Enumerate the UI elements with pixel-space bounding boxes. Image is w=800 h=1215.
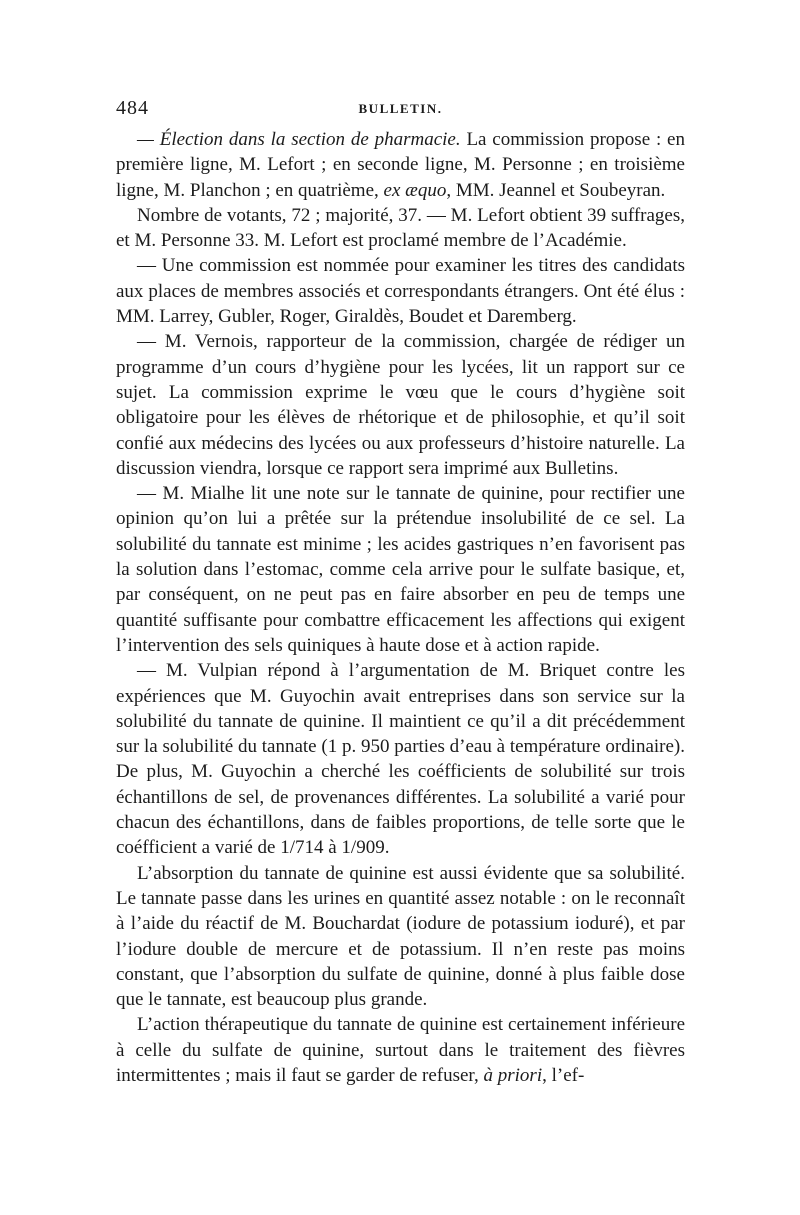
paragraph-vernois: — M. Vernois, rapporteur de la commission, chargée de rédiger un programme d’un cours d’hygiène pour les lycées, lit un rapport sur ce sujet. La commission exprime le vœu que le cours d’hygiène soit obligatoire pour les élèves de rhétorique et de philosophie, et qu’il soit confié aux médecins des lycées ou aux professeurs d’histoire naturelle. La discussion viendra, lorsque ce rapport sera imprimé aux Bulletins. — [116, 331, 685, 479]
paragraph-vulpian: — M. Vulpian répond à l’argumentation de M. Briquet contre les expériences que M. Guyochin avait entreprises dans son service sur la solubilité du tannate de quinine. Il maintient ce qu’il a dit précédemment sur la solubilité du tannate (1 p. 950 parties d’eau à température ordinaire). De plus, M. Guyochin a cherché les coéfficients de solubilité sur trois échantillons de sel, de provenances différentes. La solubilité a varié pour chacun des échantillons, dans de faibles proportions, de telle sorte que le coéfficient a varié de 1/714 à 1/909. — [116, 660, 685, 859]
paragraph-commission: — Une commission est nommée pour examiner les titres des candidats aux places de membres associés et correspondants étrangers. Ont été élus : MM. Larrey, Gubler, Roger, Giraldès, Boudet et Daremberg. — [116, 255, 685, 328]
paragraph-therapeutic-action — [116, 1012, 685, 1088]
paragraph-mialhe: — M. Mialhe lit une note sur le tannate de quinine, pour rectifier une opinion qu’on lui a prêtée sur la prétendue insolubilité de ce sel. La solubilité du tannate est minime ; les acides gastriques n’en favorisent pas la solution dans l’estomac, comme cela arrive pour le sulfate basique, et, par conséquent, on ne peut pas en faire absorber en peu de temps une quantité suffisante pour combattre efficacement les affections qui exigent l’intervention des sels quiniques à haute dose et à action rapide. — [116, 483, 685, 656]
text-run: La commission propose : en première ligne, M. Lefort ; en seconde ligne, M. Personne ; en troisième ligne, M. Planchon ; en quatrième, — [116, 129, 685, 201]
paragraph-election — [116, 127, 685, 203]
italic-phrase: ex æquo — [383, 179, 447, 201]
text-run: , MM. Jeannel et Soubeyran. — [446, 179, 666, 201]
section-lead: — Élection dans la section de pharmacie. — [137, 129, 461, 150]
text-run: L’action thérapeutique du tannate de quinine est certainement inférieure à celle du sulfate de quinine, surtout dans le traitement des fièvres intermittentes ; mais il faut se garder de refuser, — [116, 1014, 685, 1086]
page-number: 484 — [116, 97, 149, 119]
italic-phrase: à priori — [483, 1064, 543, 1086]
text-run: , l’ef- — [542, 1064, 585, 1086]
page-header — [116, 97, 685, 121]
paragraph-vote-result: Nombre de votants, 72 ; majorité, 37. — M. Lefort obtient 39 suffrages, et M. Personne 33. M. Lefort est proclamé membre de l’Académie. — [116, 204, 685, 252]
paragraph-absorption: L’absorption du tannate de quinine est aussi évidente que sa solubilité. Le tannate passe dans les urines en quantité assez notable : on le reconnaît à l’aide du réactif de M. Bouchardat (iodure de potassium ioduré), et par l’iodure double de mercure et de potassium. Il n’en reste pas moins constant, que l’absorption du sulfate de quinine, donné à plus faible dose que le tannate, est beaucoup plus grande. — [116, 862, 685, 1011]
running-head: BULLETIN. — [358, 101, 443, 116]
body-text — [116, 127, 685, 1088]
